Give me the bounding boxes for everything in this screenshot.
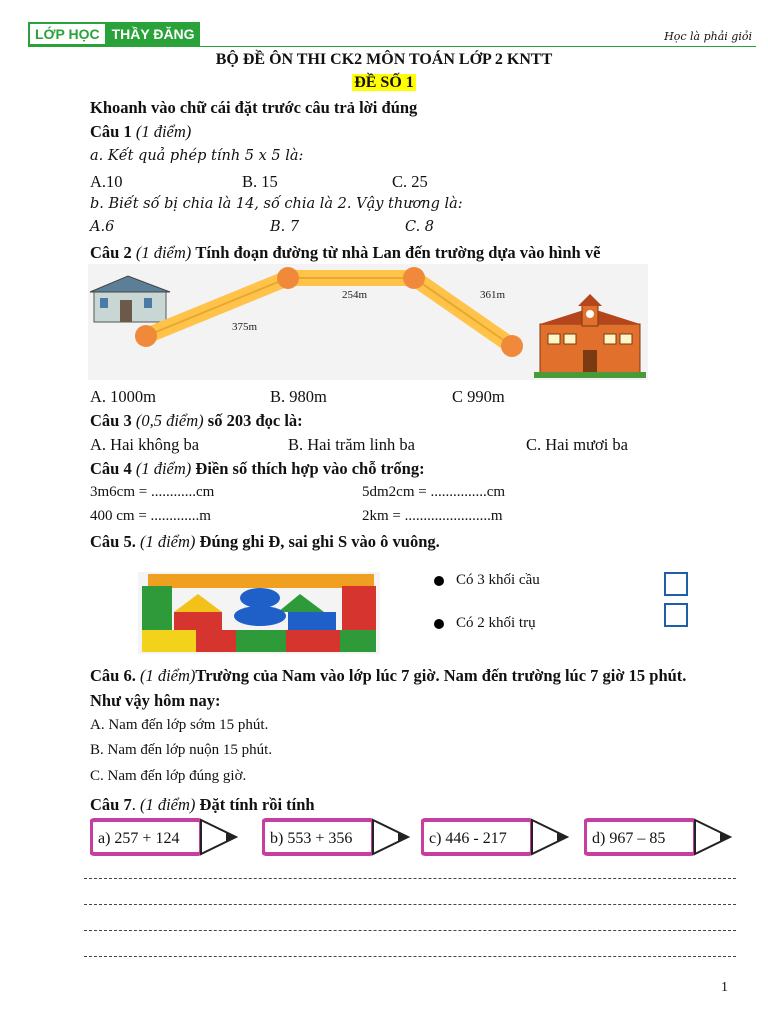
q1-label: Câu 1 (90, 122, 132, 141)
distance-label-2: 254m (342, 289, 368, 301)
q7-text: Đặt tính rồi tính (199, 795, 315, 814)
route-node (403, 267, 425, 289)
distance-label-3: 361m (480, 289, 506, 301)
q1a-option-a[interactable]: A.10 (90, 172, 123, 191)
q1b-option-c[interactable]: C. 8 (405, 219, 435, 235)
q5-statement-2: Có 2 khối trụ (456, 615, 536, 631)
motto: Học là phải giỏi (664, 30, 752, 43)
distance-label-1: 375m (232, 321, 258, 333)
q4-item-4[interactable]: 2km = .......................m (362, 508, 503, 524)
q2-option-b[interactable]: B. 980m (270, 387, 327, 406)
header-divider (28, 46, 756, 47)
q7-item-a: a) 257 + 124 (98, 830, 180, 847)
page-number: 1 (721, 980, 728, 995)
q6-heading (90, 666, 686, 686)
route-diagram (88, 264, 648, 384)
q7-heading: Câu 7. (1 điểm) Đặt tính rồi tính (90, 795, 315, 814)
q6-label: Câu 6. (90, 666, 136, 685)
q3-points: (0,5 điểm) (135, 411, 204, 430)
q3-option-a[interactable]: A. Hai không ba (90, 435, 200, 454)
q3-heading (90, 411, 303, 431)
q1b-option-b[interactable]: B. 7 (270, 219, 300, 235)
q4-text: Điền số thích hợp vào chỗ trống: (195, 459, 425, 478)
q6-option-b[interactable]: B. Nam đến lớp nuộn 15 phút. (90, 742, 273, 758)
answer-line[interactable] (84, 878, 736, 879)
q5-points: (1 điểm) (139, 532, 196, 551)
q4-item-2[interactable]: 5dm2cm = ...............cm (362, 484, 506, 500)
pencil-b (262, 818, 410, 856)
q3-option-c[interactable]: C. Hai mươi ba (526, 435, 628, 454)
answer-line[interactable] (84, 956, 736, 957)
q1-points: (1 điểm) (135, 122, 192, 141)
q5-statement-1: Có 3 khối cầu (456, 572, 540, 588)
q7-item-c: c) 446 - 217 (429, 830, 507, 847)
q6-text: Trường của Nam vào lớp lúc 7 giờ. Nam đến trường lúc 7 giờ 15 phút. (195, 666, 687, 685)
q3-option-b[interactable]: B. Hai trăm linh ba (288, 435, 415, 454)
route-node (135, 325, 157, 347)
q7-item-d: d) 967 – 85 (592, 830, 666, 847)
pencil-c (421, 818, 569, 856)
q4-heading (90, 459, 425, 479)
pencil-a (90, 818, 238, 856)
q5-heading (90, 532, 440, 552)
q2-label: Câu 2 (90, 243, 132, 262)
q4-item-3[interactable]: 400 cm = .............m (90, 508, 211, 524)
q7-label: Câu 7 (90, 795, 132, 814)
subtitle-wrap (0, 74, 768, 92)
q6-text-2: Như vậy hôm nay: (90, 691, 221, 710)
q3-label: Câu 3 (90, 411, 132, 430)
q1a-option-c[interactable]: C. 25 (392, 172, 428, 191)
q1-heading (90, 122, 191, 142)
q2-option-a[interactable]: A. 1000m (90, 387, 156, 406)
q4-label: Câu 4 (90, 459, 132, 478)
q2-option-c[interactable]: C 990m (452, 387, 505, 406)
blocks-picture (138, 572, 380, 654)
q1a-option-b[interactable]: B. 15 (242, 172, 278, 191)
exam-number: ĐỀ SỐ 1 (354, 74, 414, 91)
q3-text: số 203 đọc là: (207, 411, 303, 430)
q7-points: (1 điểm) (139, 795, 196, 814)
q1b-option-a[interactable]: A.6 (90, 219, 115, 235)
logo-left-text: LỚP HỌC (28, 22, 107, 46)
answer-line[interactable] (84, 904, 736, 905)
q1a-text: a. Kết quả phép tính 5 x 5 là: (90, 148, 304, 164)
route-node (501, 335, 523, 357)
q2-points: (1 điểm) (135, 243, 192, 262)
q6-option-c[interactable]: C. Nam đến lớp đúng giờ. (90, 768, 247, 784)
q5-answer-box-1[interactable] (664, 572, 688, 596)
q5-label: Câu 5. (90, 532, 136, 551)
q2-text: Tính đoạn đường từ nhà Lan đến trường dựa vào hình vẽ (195, 243, 601, 262)
logo (28, 22, 200, 46)
q7-item-b: b) 553 + 356 (270, 830, 353, 847)
bullet-icon (434, 576, 444, 586)
q4-item-1[interactable]: 3m6cm = ............cm (90, 484, 215, 500)
logo-right-text: THẦY ĐĂNG (107, 22, 200, 46)
q2-heading (90, 243, 600, 263)
pencil-d (584, 818, 732, 856)
q6-option-a[interactable]: A. Nam đến lớp sớm 15 phút. (90, 717, 269, 733)
q4-points: (1 điểm) (135, 459, 192, 478)
bullet-icon (434, 619, 444, 629)
route-node (277, 267, 299, 289)
q5-text: Đúng ghi Đ, sai ghi S vào ô vuông. (199, 532, 440, 551)
page-title: BỘ ĐỀ ÔN THI CK2 MÔN TOÁN LỚP 2 KNTT (215, 51, 553, 68)
q6-points: (1 điểm) (139, 666, 196, 685)
q5-answer-box-2[interactable] (664, 603, 688, 627)
answer-line[interactable] (84, 930, 736, 931)
instruction: Khoanh vào chữ cái đặt trước câu trả lời đúng (90, 98, 418, 117)
q1b-text: b. Biết số bị chia là 14, số chia là 2. Vậy thương là: (90, 196, 463, 212)
